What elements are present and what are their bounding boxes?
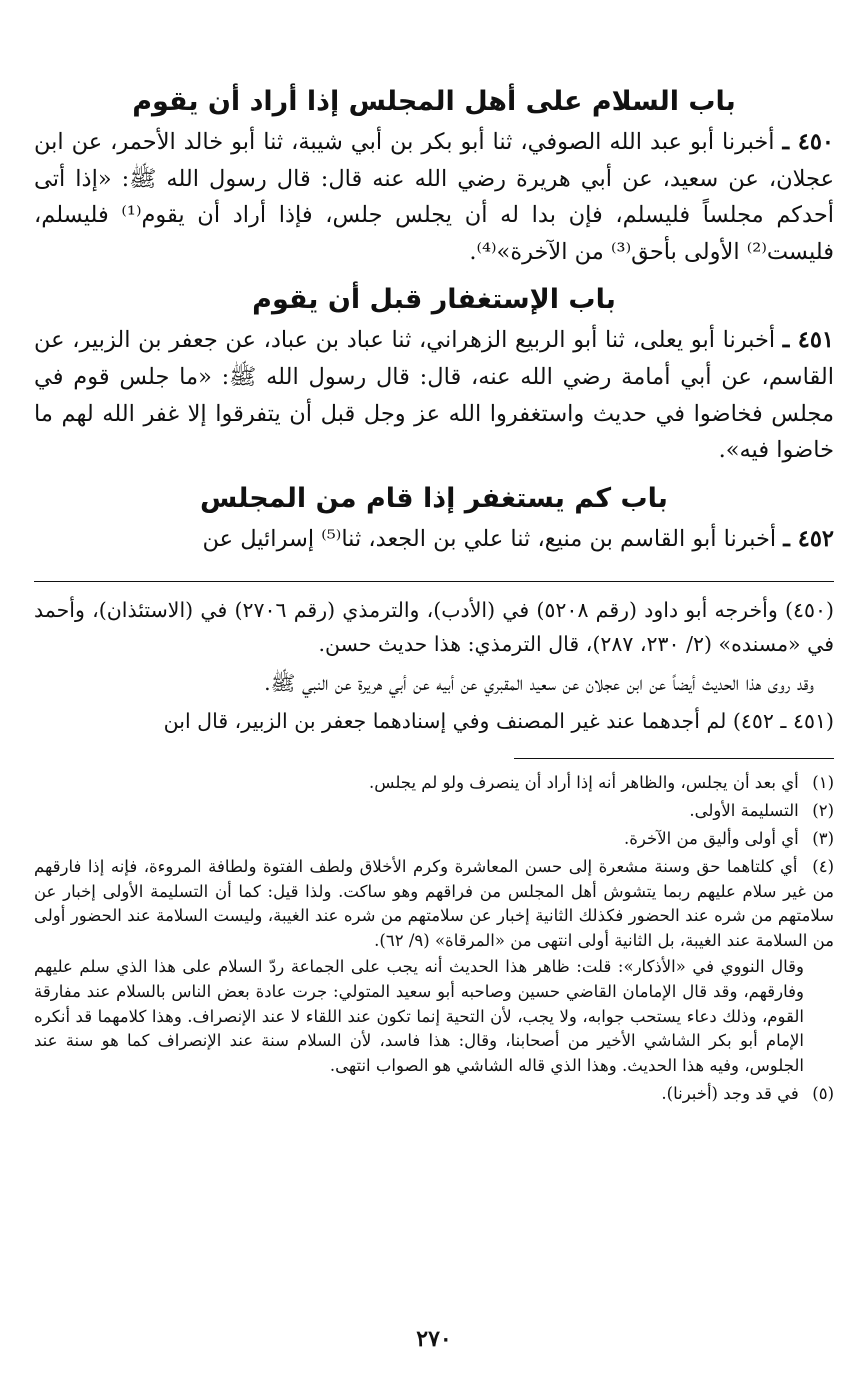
- footnote-number: (١): [812, 773, 834, 793]
- chapter-heading-1: باب السلام على أهل المجلس إذا أراد أن يقوم: [132, 86, 736, 117]
- hadith-452: [34, 521, 834, 558]
- main-divider: [34, 581, 834, 582]
- takhrij-commentary: [34, 594, 834, 738]
- footnotes: [34, 771, 834, 1106]
- chapter-heading-3: باب كم يستغفر إذا قام من المجلس: [200, 482, 668, 514]
- chapter-heading-2: باب الإستغفار قبل أن يقوم: [252, 284, 616, 316]
- footnote-text: أي أولى وأليق من الآخرة.: [624, 828, 799, 848]
- footnote-text: أي بعد أن يجلس، والظاهر أنه إذا أراد أن ينصرف ولو لم يجلس.: [369, 773, 799, 793]
- footnote-1: [34, 771, 834, 796]
- footnote-4: [34, 855, 834, 1079]
- footnote-text: التسليمة الأولى.: [689, 801, 799, 821]
- footnote-continuation: وقال النووي في «الأذكار»: قلت: ظاهر هذا الحديث أنه يجب على الجماعة ردّ السلام على هذا الذي سلم عليهم وفارقهم، وقد قال الإمامان القاضي حسين وصاحبه أبو سعيد المتولي: جرت عادة بعض الناس بالسلام عند مفارقة القوم، وذلك دعاء يستحب جوابه، ولا يجب، لأن التحية إنما تكون عند اللقاء لا عند الإنصراف. وهذا كلامهما قد أنكره الإمام أبو بكر الشاشي الأخير من أصحابنا، وقال: هذا فاسد، لأن السلام سنة عند الإنصراف كما هو سنة عند الجلوس، وفيه هذا الحديث. وهذا الذي قاله الشاشي هو الصواب انتهى.: [34, 956, 804, 1076]
- footnote-2: [34, 799, 834, 824]
- footnote-number: (٤): [812, 856, 834, 876]
- footnote-text: في قد وجد (أخبرنا).: [661, 1083, 799, 1103]
- commentary-paragraph: (٤٥١ ـ ٤٥٢) لم أجدهما عند غير المصنف وفي إسنادهما جعفر بن الزبير، قال ابن: [163, 708, 834, 733]
- commentary-paragraph: وقد روى هذا الحديث أيضاً عن ابن عجلان عن سعيد المقبري عن أبيه عن أبي هريرة عن النبي ﷺ.: [264, 671, 814, 696]
- hadith-text: أخبرنا أبو عبد الله الصوفي، ثنا أبو بكر بن أبي شيبة، ثنا أبو خالد الأحمر، عن ابن عجلان، عن سعيد، عن أبي هريرة رضي الله عنه قال: قال رسول الله ﷺ: «إذا أتى أحدكم مجلساً فليسلم، فإن بدا له أن يجلس جلس، فإذا أراد أن يقوم⁽¹⁾ فليسلم، فليست⁽²⁾ الأولى بأحق⁽³⁾ من الآخرة»⁽⁴⁾.: [34, 129, 834, 265]
- page-number: ٢٧٠: [416, 1326, 452, 1352]
- footnote-3: [34, 827, 834, 852]
- hadith-number: ٤٥١ ـ: [782, 327, 834, 354]
- footnote-5: [34, 1082, 834, 1107]
- footnote-divider: [514, 758, 834, 759]
- hadith-number: ٤٥٢ ـ: [783, 525, 834, 552]
- footnote-number: (٥): [812, 1083, 834, 1103]
- footnote-number: (٢): [812, 801, 834, 821]
- footnote-number: (٣): [812, 828, 834, 848]
- hadith-451: [34, 322, 834, 468]
- hadith-text: أخبرنا أبو القاسم بن منيع، ثنا علي بن الجعد، ثنا⁽⁵⁾ إسرائيل عن: [202, 525, 777, 552]
- commentary-paragraph: (٤٥٠) وأخرجه أبو داود (رقم ٥٢٠٨) في (الأدب)، والترمذي (رقم ٢٧٠٦) في (الاستئذان)، وأحمد في «مسنده» (٢/ ٢٣٠، ٢٨٧)، قال الترمذي: هذا حديث حسن.: [34, 598, 835, 656]
- hadith-450: [34, 124, 834, 270]
- hadith-number: ٤٥٠ ـ: [782, 129, 834, 155]
- book-page: [34, 84, 834, 1110]
- hadith-text: أخبرنا أبو يعلى، ثنا أبو الربيع الزهراني، ثنا عباد بن عباد، عن جعفر بن الزبير، عن القاسم، عن أبي أمامة رضي الله عنه، قال: قال رسول الله ﷺ: «ما جلس قوم في مجلس فخاضوا في حديث واستغفروا الله عز وجل قبل أن يتفرقوا إلا غفر الله لهم ما خاضوا فيه».: [34, 327, 834, 464]
- footnote-text: أي كلتاهما حق وسنة مشعرة إلى حسن المعاشرة وكرم الأخلاق ولطف الفتوة ولطافة المروءة، فإنه إذا فارقهم من غير سلام عليهم ربما يتشوش أهل المجلس من فراقهم وهو ساكت. ولذا قيل: كما أن التسليمة الأولى إخبار عن سلامتهم من شره عند الحضور فكذلك الثانية إخبار عن سلامتهم من شره عند الغيبة، وليست السلامة عند الحضور أولى من السلامة عند الغيبة، بل الثانية أولى انتهى من «المرقاة» (٩/ ٦٢).: [34, 856, 834, 951]
